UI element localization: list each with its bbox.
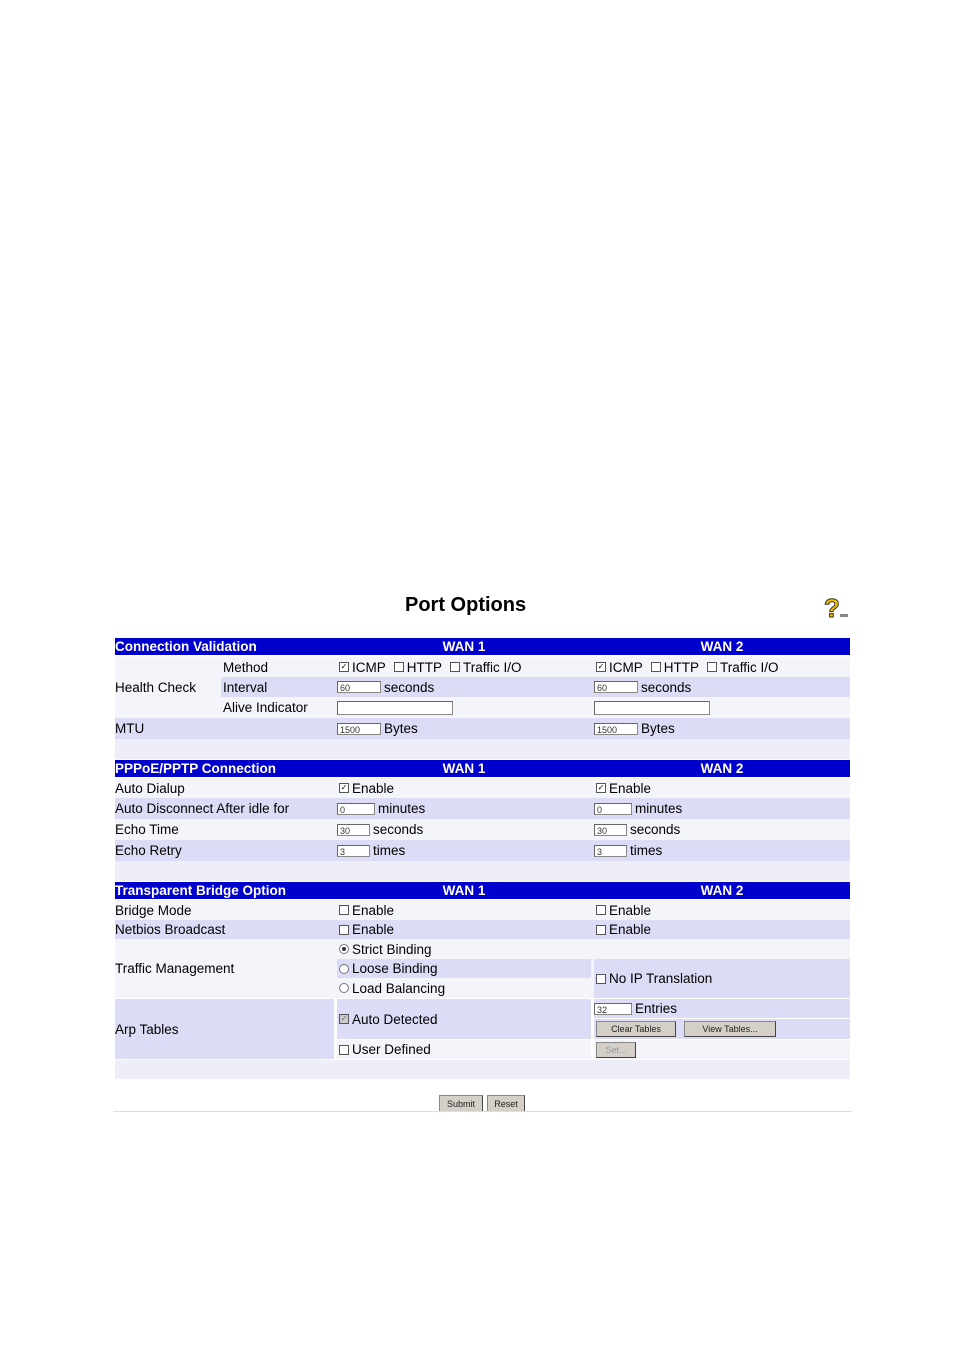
user-defined-checkbox[interactable] [339, 1045, 349, 1055]
wan2-echo-time-input[interactable]: 30 [594, 824, 627, 836]
mtu-row: MTU 1500 Bytes 1500 Bytes [115, 718, 850, 739]
bridge-header [115, 882, 850, 899]
spacer-row [115, 1060, 850, 1079]
wan2-header: WAN 2 [700, 639, 744, 654]
arp-tables-label: Arp Tables [115, 1021, 179, 1037]
svg-text:?: ? [824, 594, 840, 622]
wan2-auto-dialup-checkbox[interactable]: ✓ [597, 783, 605, 792]
user-defined-row: User Defined [337, 1040, 591, 1059]
auto-dialup-label: Auto Dialup [115, 780, 185, 796]
strict-binding-radio[interactable] [339, 944, 349, 954]
wan2-http-checkbox[interactable] [651, 662, 661, 672]
health-check-label: Health Check [115, 680, 197, 695]
wan2-netbios-checkbox[interactable] [596, 925, 606, 935]
echo-time-label: Echo Time [115, 822, 179, 837]
wan2-bridge-mode-checkbox[interactable] [596, 905, 606, 915]
bridge-title: Transparent Bridge Option [115, 883, 287, 898]
wan1-echo-time-input[interactable]: 30 [337, 824, 370, 836]
auto-detected-checkbox[interactable]: ✓ [340, 1014, 348, 1023]
netbios-label: Netbios Broadcast [115, 922, 226, 937]
entries-input[interactable]: 32 [594, 1003, 632, 1015]
wan1-echo-retry-input[interactable]: 3 [337, 845, 370, 857]
wan1-traffic-checkbox[interactable] [450, 662, 460, 672]
auto-detected-row: ✓ Auto Detected [337, 999, 591, 1039]
set-row [594, 1040, 850, 1059]
loose-binding-radio[interactable] [339, 964, 349, 974]
echo-retry-row: Echo Retry 3 times 3 times [115, 840, 850, 861]
wan2-echo-retry-input[interactable]: 3 [594, 845, 627, 857]
auto-dialup-row: Auto Dialup ✓ Enable ✓ Enable [115, 778, 850, 798]
set-button[interactable]: Set... [596, 1042, 636, 1058]
wan1-icmp-checkbox[interactable]: ✓ [340, 662, 348, 671]
no-ip-translation-row: No IP Translation [594, 959, 850, 998]
netbios-row: Netbios Broadcast Enable Enable [115, 920, 850, 939]
wan2-mtu-input[interactable]: 1500 [594, 723, 638, 735]
spacer-row [115, 861, 850, 881]
wan2-idle-input[interactable]: 0 [594, 803, 632, 815]
load-balancing-radio[interactable] [339, 983, 349, 993]
wan1-interval-input[interactable]: 60 [337, 681, 381, 693]
bridge-mode-label: Bridge Mode [115, 902, 192, 918]
reset-button[interactable]: Reset [487, 1095, 525, 1112]
echo-retry-label: Echo Retry [115, 843, 182, 858]
wan1-netbios-checkbox[interactable] [339, 925, 349, 935]
pppoe-title: PPPoE/PPTP Connection [115, 761, 277, 776]
wan2-header: WAN 2 [700, 761, 744, 776]
entries-row: 32 Entries [594, 999, 850, 1018]
method-label: Method [223, 659, 269, 675]
auto-disconnect-label: Auto Disconnect After idle for [115, 801, 290, 816]
wan1-header: WAN 1 [442, 639, 486, 654]
page-title: Port Options [405, 594, 527, 616]
view-tables-button[interactable]: View Tables... [684, 1021, 776, 1037]
interval-row: Interval 60 seconds 60 seconds [221, 677, 850, 697]
wan1-http-checkbox[interactable] [394, 662, 404, 672]
wan1-idle-input[interactable]: 0 [337, 803, 375, 815]
interval-label: Interval [223, 679, 268, 695]
mtu-label: MTU [115, 721, 145, 736]
echo-time-row: Echo Time 30 seconds 30 seconds [115, 819, 850, 840]
strict-binding-row: Strict Binding [337, 939, 850, 959]
load-balancing-row: Load Balancing [337, 978, 591, 998]
help-question-icon[interactable] [822, 594, 850, 622]
connection-validation-header [115, 638, 850, 655]
loose-binding-row: Loose Binding [337, 959, 591, 978]
no-ip-translation-checkbox[interactable] [596, 974, 606, 984]
alive-label: Alive Indicator [223, 700, 308, 715]
wan1-header: WAN 1 [442, 761, 486, 776]
form-buttons [439, 1095, 525, 1112]
wan1-bridge-mode-checkbox[interactable] [339, 905, 349, 915]
bottom-divider [113, 1111, 852, 1112]
spacer-row [115, 739, 850, 759]
table-buttons-row [594, 1019, 850, 1039]
wan2-header: WAN 2 [700, 883, 744, 898]
wan2-traffic-checkbox[interactable] [707, 662, 717, 672]
arp-tables-block [115, 999, 334, 1059]
wan1-alive-input[interactable] [337, 701, 453, 715]
auto-disconnect-row: Auto Disconnect After idle for 0 minutes 0 minutes [115, 798, 850, 819]
wan2-icmp-checkbox[interactable]: ✓ [597, 662, 605, 671]
connection-validation-title: Connection Validation [115, 639, 257, 654]
wan1-auto-dialup-checkbox[interactable]: ✓ [340, 783, 348, 792]
traffic-management-label: Traffic Management [115, 961, 235, 976]
alive-row [221, 697, 850, 718]
bridge-mode-row: Bridge Mode Enable Enable [115, 900, 850, 920]
wan2-alive-input[interactable] [594, 701, 710, 715]
wan1-header: WAN 1 [442, 883, 486, 898]
clear-tables-button[interactable]: Clear Tables [596, 1021, 676, 1037]
wan1-mtu-input[interactable]: 1500 [337, 723, 381, 735]
method-row: Method ✓ ICMP HTTP Traffic I/O ✓ ICMP HTTP Traffic I/O [221, 657, 850, 677]
pppoe-header [115, 760, 850, 777]
submit-button[interactable]: Submit [439, 1095, 483, 1112]
wan2-interval-input[interactable]: 60 [594, 681, 638, 693]
